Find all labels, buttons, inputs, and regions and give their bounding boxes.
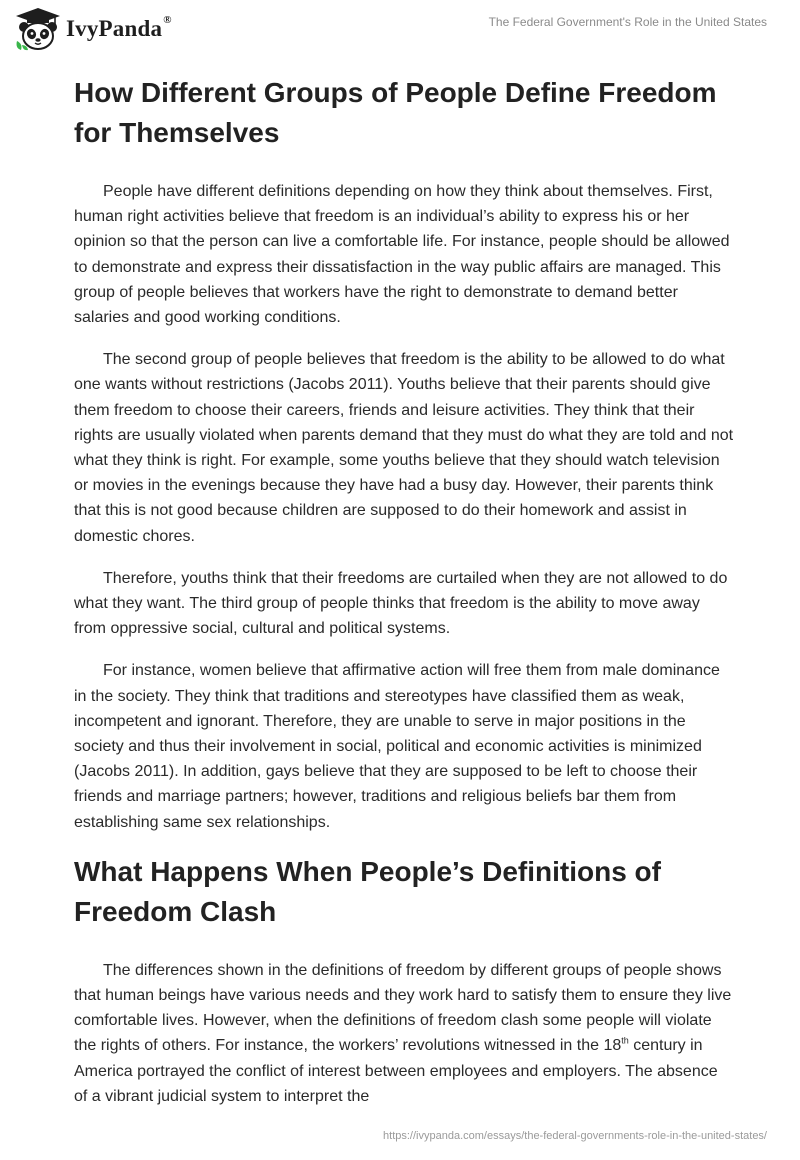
logo[interactable] — [14, 7, 172, 51]
paragraph-text-start: The differences shown in the definitions of freedom by different groups of people shows that human beings have various needs and they work hard to satisfy them to ensure they live comfortable lives. However, when the definitions of freedom clash some people will violate the rights of others. For instance, the workers’ revolutions witnessed in the 18 — [74, 961, 732, 1055]
paragraph: Therefore, youths think that their freedoms are curtailed when they are not allowed to do what they want. The third group of people thinks that freedom is the ability to move away from oppressive social, cultural and political systems. — [74, 569, 728, 638]
brand-text: IvyPanda — [66, 16, 163, 41]
essay-body — [74, 70, 734, 1126]
document-title: The Federal Government's Role in the United States — [488, 15, 767, 29]
paragraph: The second group of people believes that freedom is the ability to be allowed to do what one wants without restrictions (Jacobs 2011). Youths believe that their parents should give them freedom to choose their careers, friends and leisure activities. They think that their rights are usually violated when parents demand that they must do what they are told and not what they think is right. For example, some youths believe that they should watch television or movies in the evenings because they have had a busy day. However, their parents think that this is not good because children are supposed to do their homework and assist in domestic chores. — [74, 351, 734, 545]
paragraph: For instance, women believe that affirmative action will free them from male dominance in the society. They think that traditions and stereotypes have classified them as weak, incompetent and ignorant. Therefore, they are unable to serve in major positions in the society and thus their involvement in social, political and economic activities is minimized (Jacobs 2011). In addition, gays believe that they are supposed to be left to choose their friends and marriage partners; however, traditions and religious beliefs bar them from establishing same sex relationships. — [74, 662, 720, 831]
section-heading-freedom-clash: What Happens When People’s Definitions of Freedom Clash — [74, 855, 661, 927]
paragraph — [74, 958, 734, 1109]
section-heading-freedom-definitions: How Different Groups of People Define Freedom for Themselves — [74, 77, 717, 148]
registered-mark: ® — [163, 14, 172, 26]
source-url[interactable]: https://ivypanda.com/essays/the-federal-governments-role-in-the-united-states/ — [383, 1130, 767, 1142]
paragraph: People have different definitions depending on how they think about themselves. First, human right activities believe that freedom is an individual’s ability to express his or her opinion so that the person can live a comfortable life. For instance, people should be allowed to demonstrate and express their dissatisfaction in the way public affairs are managed. This group of people believes that workers have the right to demonstrate to demand better salaries and good working conditions. — [74, 183, 730, 327]
page-header — [0, 0, 800, 62]
ordinal-suffix: th — [621, 1036, 629, 1047]
brand-name — [66, 16, 172, 42]
panda-graduate-icon — [14, 7, 62, 51]
paragraph-text-end: century in America portrayed the conflict of interest between employees and employers. The absence of a vibrant judicial system to interpret the — [74, 1037, 718, 1105]
